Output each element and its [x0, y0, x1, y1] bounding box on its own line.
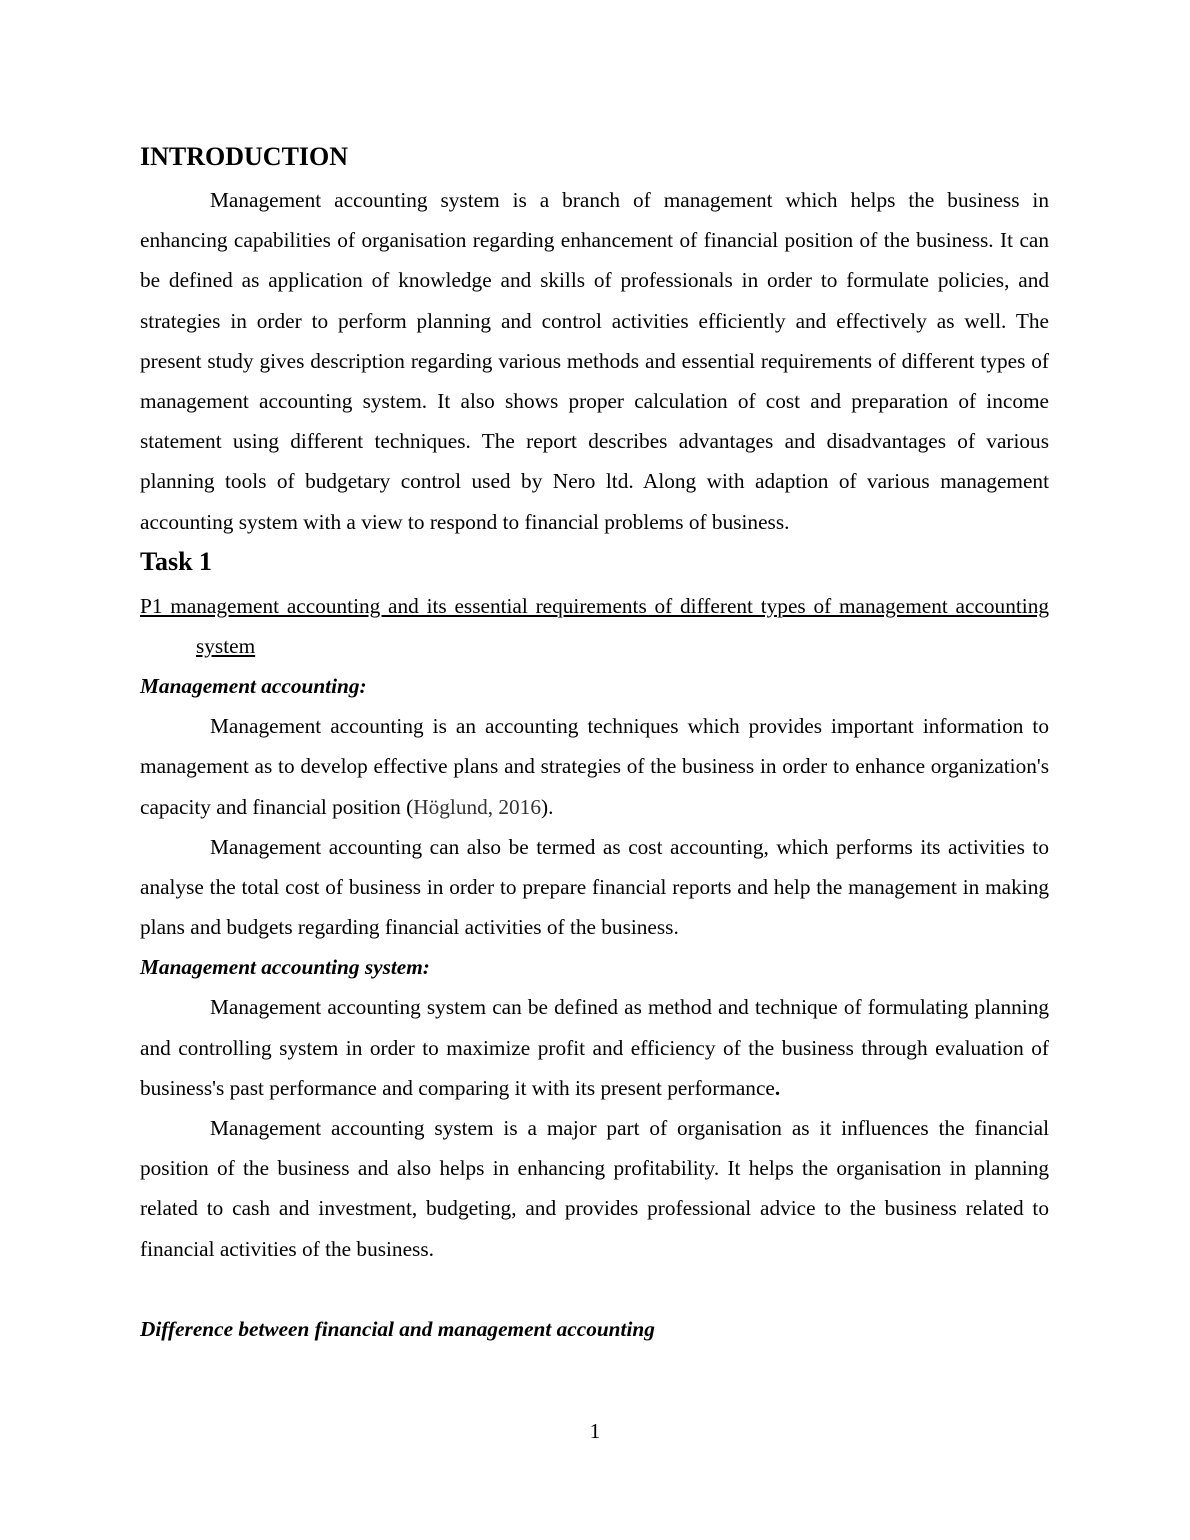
- management-accounting-subheading: Management accounting:: [140, 674, 367, 699]
- mas-para1-end: .: [774, 1075, 781, 1100]
- p1-title: P1 management accounting and its essential requirements of different types of management accounting system: [140, 593, 1049, 659]
- management-accounting-system-subheading: Management accounting system:: [140, 955, 430, 980]
- management-accounting-paragraph-1: [140, 706, 1049, 827]
- page-content: [140, 140, 1049, 1349]
- ma-para1-end: ).: [541, 794, 554, 819]
- page-number: 1: [589, 1419, 601, 1443]
- blank-line: [140, 1269, 1049, 1309]
- management-accounting-paragraph-2: Management accounting can also be termed as cost accounting, which performs its activities to analyse the total cost of business in order to prepare financial reports and help the management in making plans and budgets regarding financial activities of the business.: [140, 834, 1049, 940]
- management-accounting-system-paragraph-1: [140, 987, 1049, 1108]
- management-accounting-system-paragraph-2: Management accounting system is a major part of organisation as it influences the financial position of the business and also helps in enhancing profitability. It helps the organisation in planning related to cash and investment, budgeting, and provides professional advice to the business related to financial activities of the business.: [140, 1116, 1049, 1261]
- task1-heading: Task 1: [140, 546, 213, 576]
- difference-subheading: Difference between financial and management accounting: [140, 1316, 655, 1341]
- citation-hoglund: Höglund, 2016: [413, 794, 542, 819]
- introduction-paragraph: Management accounting system is a branch of management which helps the business in enhancing capabilities of organisation regarding enhancement of financial position of the business. It can be defined as application of knowledge and skills of professionals in order to formulate policies, and strategies in order to perform planning and control activities efficiently and effectively as well. The present study gives description regarding various methods and essential requirements of different types of management accounting system. It also shows proper calculation of cost and preparation of income statement using different techniques. The report describes advantages and disadvantages of various planning tools of budgetary control used by Nero ltd. Along with adaption of various management accounting system with a view to respond to financial problems of business.: [140, 188, 1049, 534]
- ma-para1-text: Management accounting is an accounting techniques which provides important information to management as to develop effective plans and strategies of the business in order to enhance organization's capacity and financial position (: [140, 714, 1049, 819]
- introduction-heading: INTRODUCTION: [140, 142, 349, 171]
- mas-para1-text: Management accounting system can be defined as method and technique of formulating planning and controlling system in order to maximize profit and efficiency of the business through evaluation of business's past performance and comparing it with its present performance: [140, 995, 1049, 1100]
